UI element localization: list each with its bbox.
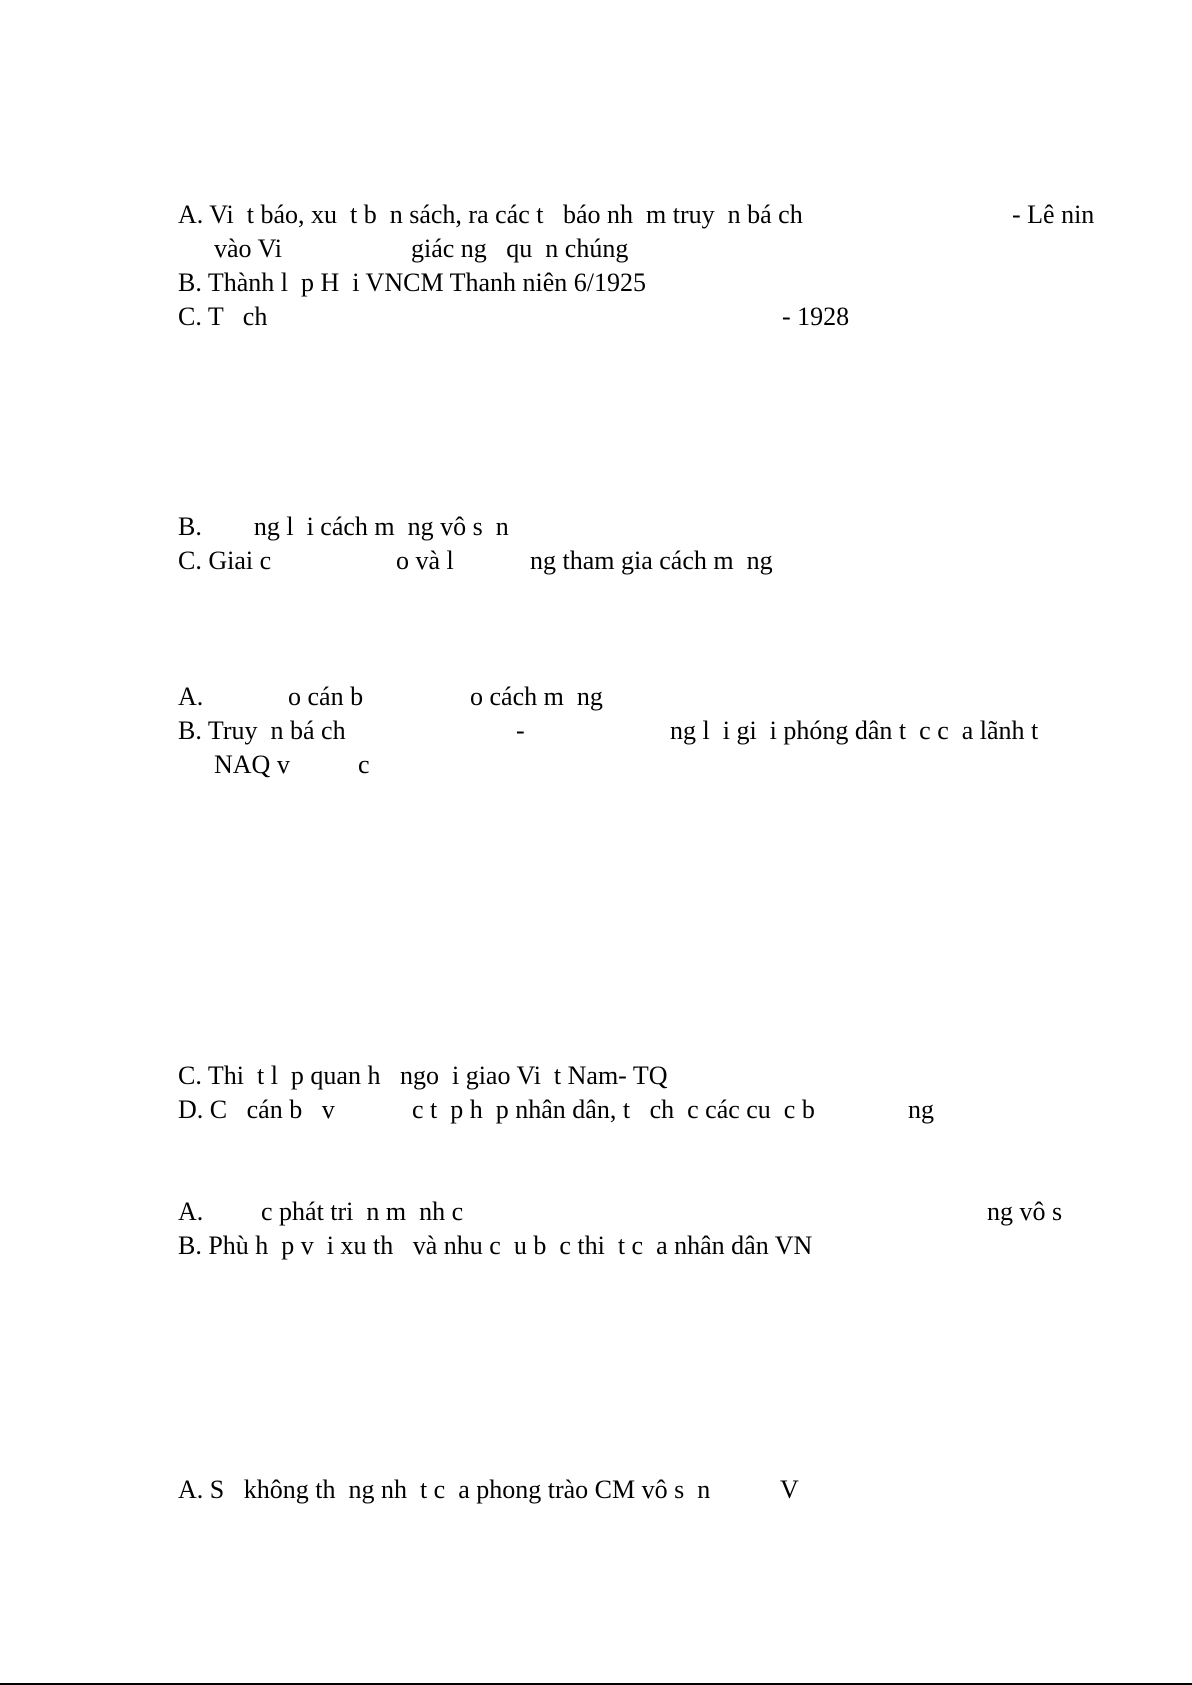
option-q2-c-text-mid: o và l	[396, 546, 454, 575]
option-q4-d-text-mid: c t p h p nhân dân, t ch c các cu c b	[412, 1095, 815, 1124]
option-q1-c	[178, 302, 850, 422]
option-q4-d-text-start: D. C cán b v	[178, 1095, 335, 1124]
option-q2-c-text-end: ng tham gia cách m ng	[530, 546, 773, 575]
option-q1-c-text-start: C. T ch	[178, 302, 268, 331]
option-q3-b-text-dash: -	[516, 716, 525, 745]
option-q5-a-text-end: ng vô s	[987, 1197, 1063, 1226]
option-q3-b-line2-start: NAQ v	[214, 750, 290, 779]
option-q3-b-text-end: ng l i gi i phóng dân t c c a lãnh t	[670, 716, 1039, 745]
option-q2-c-text-start: C. Giai c	[178, 546, 272, 575]
option-q3-b-text-start: B. Truy n bá ch	[178, 716, 346, 745]
option-q5-a-text-start: A.	[178, 1197, 204, 1226]
option-q5-a-text-mid: c phát tri n m nh c	[261, 1197, 464, 1226]
option-q1-c-text-end: - 1928	[782, 302, 850, 331]
option-q5-b	[178, 1231, 813, 1321]
option-q3-b-line2	[178, 750, 370, 870]
option-q3-b-line2-end: c	[358, 750, 370, 779]
option-q2-b-text: B. ng l i cách m ng vô s n	[178, 512, 509, 541]
option-q1-b-text: B. Thành l p H i VNCM Thanh niên 6/1925	[178, 268, 646, 297]
option-q5-b-text: B. Phù h p v i xu th và nhu c u b c thi t c a nhân dân VN	[178, 1231, 813, 1260]
option-q3-a-text-mid: o cán b	[288, 682, 364, 711]
option-q4-c-text: C. Thi t l p quan h ngo i giao Vi t Nam- TQ	[178, 1061, 668, 1090]
option-q2-c	[178, 546, 773, 696]
option-q1-a-line2-end: giác ng qu n chúng	[411, 234, 629, 263]
option-q6-a-text-end: V	[780, 1475, 799, 1504]
option-q6-a	[178, 1475, 799, 1595]
option-q3-a-text-end: o cách m ng	[470, 682, 603, 711]
option-q1-a-line2-start: vào Vi	[214, 234, 283, 263]
option-q1-a-text-end: - Lê nin	[1012, 200, 1095, 229]
option-q1-a-text-start: A. Vi t báo, xu t b n sách, ra các t báo nh m truy n bá ch	[178, 200, 803, 229]
option-q3-a-text-start: A.	[178, 682, 204, 711]
option-q4-d-text-end: ng	[908, 1095, 934, 1124]
option-q6-a-text-start: A. S không th ng nh t c a phong trào CM vô s n	[178, 1475, 711, 1504]
